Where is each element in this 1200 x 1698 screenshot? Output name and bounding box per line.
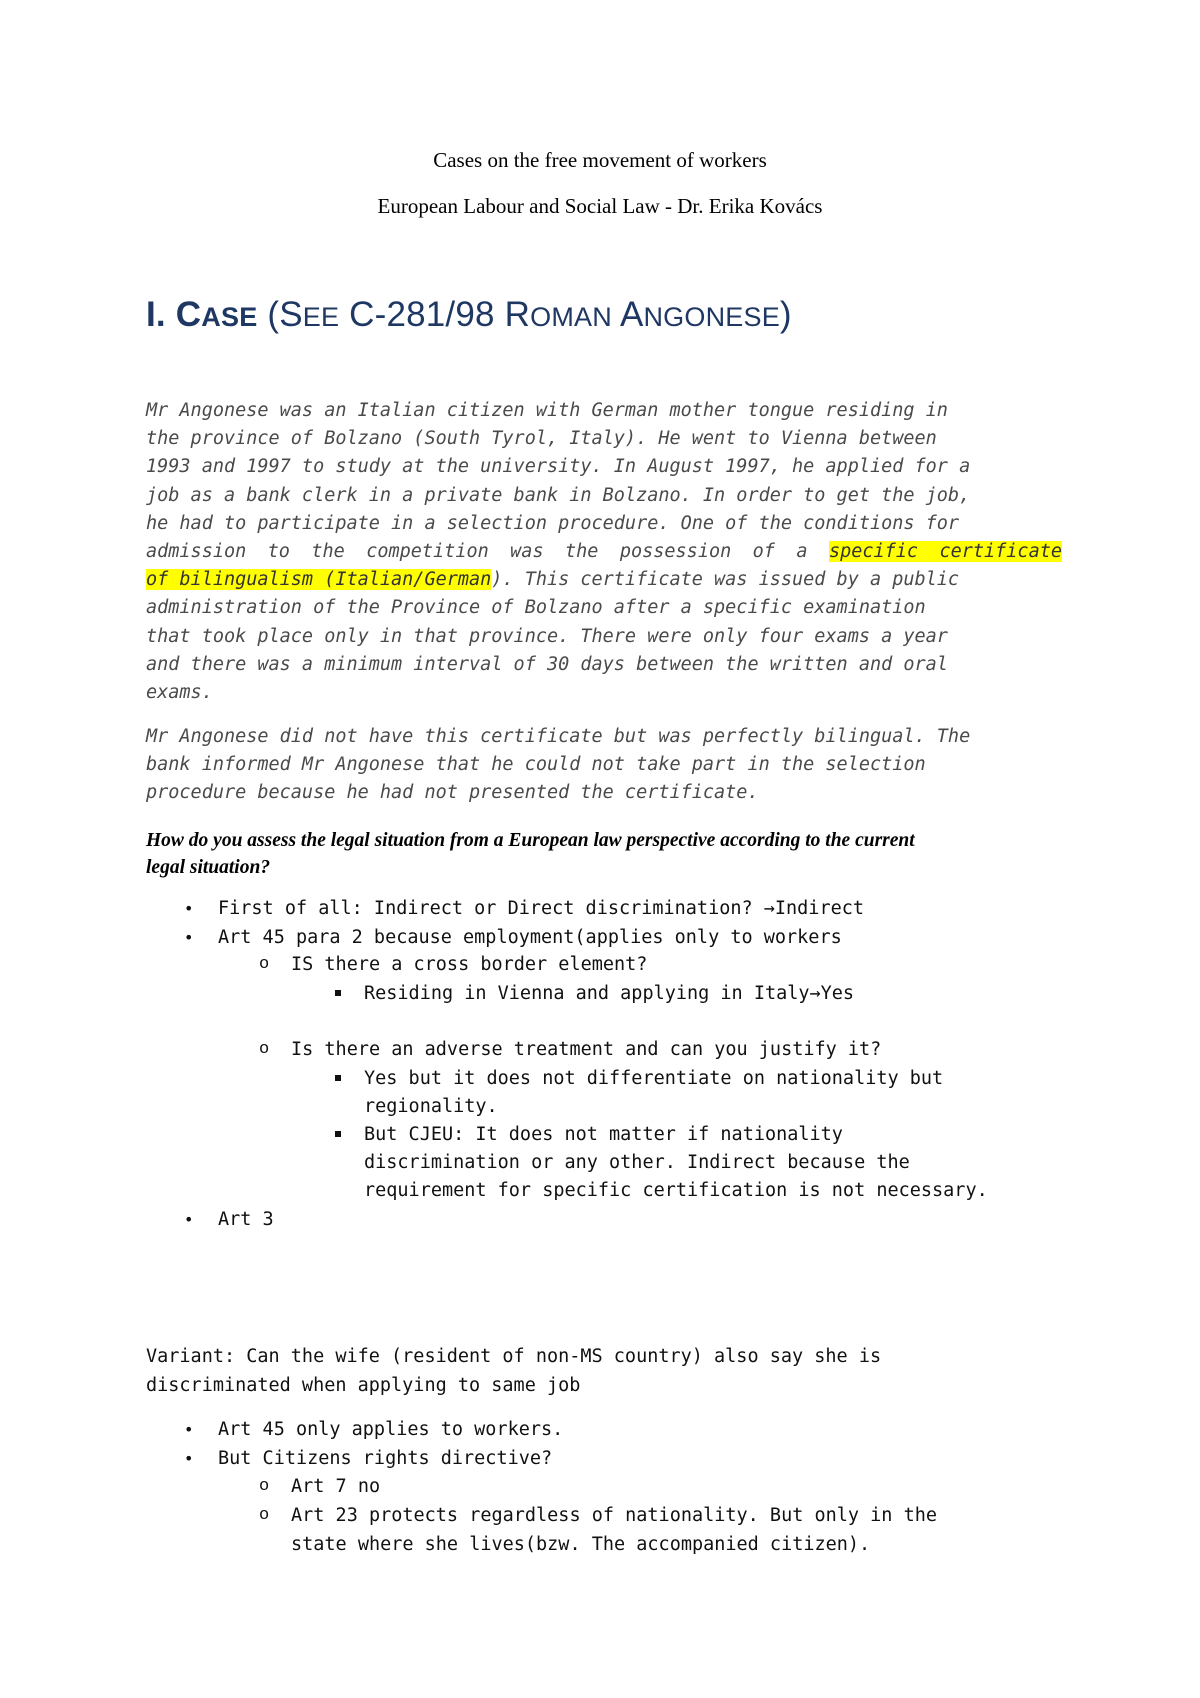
question: How do you assess the legal situation from a European law perspective according to the current legal situation? <box>146 830 915 878</box>
list-item: But Citizens rights directive? <box>218 1448 553 1469</box>
list-item: Art 3 <box>218 1209 274 1230</box>
list-item: Art 45 para 2 because employment(applies only to workers <box>218 927 842 948</box>
document-subtitle: European Labour and Social Law - Dr. Erika Kovács <box>377 194 823 218</box>
text-line: he had to participate in a selection procedure. One of the conditions for <box>146 512 960 534</box>
sub-bullet-marker: o <box>259 1477 270 1496</box>
text-line: procedure because he had not presented the certificate. <box>146 782 759 804</box>
variant-question-continuation: discriminated when applying to same job <box>146 1375 581 1396</box>
highlighted-text: specific certificate <box>828 541 1062 563</box>
bullet-marker: • <box>184 1210 194 1229</box>
text-line: and there was a minimum interval of 30 days between the written and oral <box>146 653 948 675</box>
sub-bullet-marker: o <box>259 955 270 974</box>
bullet-marker: • <box>184 1420 194 1439</box>
list-item: Is there an adverse treatment and can you justify it? <box>291 1039 882 1060</box>
sub-bullet-marker: o <box>259 1506 270 1525</box>
list-item: But CJEU: It does not matter if nationality <box>364 1124 843 1145</box>
square-bullet-marker <box>335 1075 341 1081</box>
case-heading: I. CASE (SEE C-281/98 ROMAN ANGONESE) <box>146 295 792 334</box>
square-bullet-marker <box>335 1131 341 1137</box>
list-item: Art 7 no <box>291 1476 381 1497</box>
list-item-continuation: state where she lives(bzw. The accompanied citizen). <box>291 1534 871 1555</box>
highlighted-text: of bilingualism (Italian/German <box>146 569 492 591</box>
text-line: Mr Angonese did not have this certificate but was perfectly bilingual. The <box>146 726 971 747</box>
variant-question: Variant: Can the wife (resident of non-MS country) also say she is <box>146 1346 882 1367</box>
list-item-continuation: regionality. <box>364 1096 498 1117</box>
square-bullet-marker <box>335 990 341 996</box>
text-line: administration of the Province of Bolzano after a specific examination <box>146 597 926 619</box>
bullet-marker: • <box>184 899 194 918</box>
sub-bullet-marker: o <box>259 1040 270 1059</box>
text-line: of bilingualism (Italian/German). This certificate was issued by a public <box>146 569 960 591</box>
text-line: admission to the competition was the possession of a specific certificate <box>146 541 1062 563</box>
bullet-marker: • <box>184 1449 194 1468</box>
list-item: Residing in Vienna and applying in Italy→Yes <box>364 983 855 1004</box>
text-line: Mr Angonese was an Italian citizen with German mother tongue residing in <box>146 400 948 421</box>
text-line: job as a bank clerk in a private bank in Bolzano. In order to get the job, <box>146 484 971 506</box>
case-facts-paragraph <box>146 397 1062 707</box>
list-item: Art 45 only applies to workers. <box>218 1419 564 1440</box>
text-line: exams. <box>146 682 213 704</box>
list-item: First of all: Indirect or Direct discrimination? →Indirect <box>218 898 865 919</box>
case-outcome-paragraph <box>146 723 1062 808</box>
list-item: IS there a cross border element? <box>291 954 648 975</box>
text-line: 1993 and 1997 to study at the university. In August 1997, he applied for a <box>146 456 971 478</box>
bullet-marker: • <box>184 928 194 947</box>
text-line: that took place only in that province. There were only four exams a year <box>146 625 948 647</box>
text-line: the province of Bolzano (South Tyrol, Italy). He went to Vienna between <box>146 428 937 450</box>
document-title: Cases on the free movement of workers <box>433 148 767 172</box>
list-item-continuation: discrimination or any other. Indirect because the <box>364 1152 910 1173</box>
list-item-continuation: requirement for specific certification is not necessary. <box>364 1180 988 1201</box>
list-item: Yes but it does not differentiate on nationality but <box>364 1068 944 1089</box>
list-item: Art 23 protects regardless of nationality. But only in the <box>291 1505 938 1526</box>
text-line: bank informed Mr Angonese that he could not take part in the selection <box>146 754 926 776</box>
